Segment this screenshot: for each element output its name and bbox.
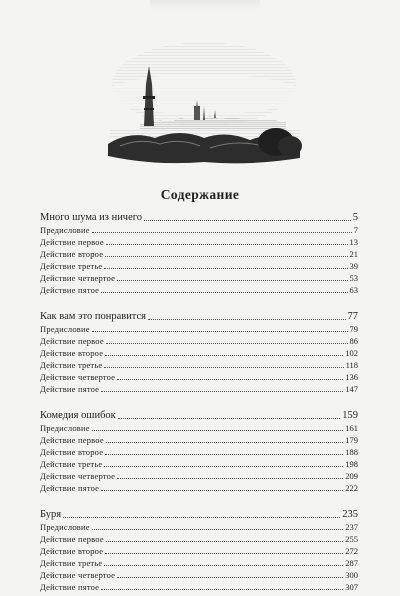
toc-entry[interactable] — [40, 533, 358, 545]
dot-leader — [105, 355, 343, 356]
toc-section-page: 77 — [347, 311, 358, 322]
toc-entry[interactable] — [40, 569, 358, 581]
toc-entry-label: Действие пятое — [40, 285, 100, 295]
toc-entry[interactable] — [40, 323, 358, 335]
toc-entry[interactable] — [40, 359, 358, 371]
dot-leader — [101, 589, 343, 590]
dot-leader — [104, 466, 343, 467]
toc-entry-page: 136 — [345, 372, 358, 382]
table-of-contents — [40, 212, 358, 593]
toc-entry-label: Предисловие — [40, 423, 90, 433]
toc-entry-label: Предисловие — [40, 522, 90, 532]
dot-leader — [106, 541, 343, 542]
toc-section-title: Буря — [40, 509, 62, 520]
toc-entry[interactable] — [40, 482, 358, 494]
toc-entry-label: Действие четвертое — [40, 273, 116, 283]
dot-leader — [118, 418, 340, 419]
toc-section — [40, 311, 358, 395]
toc-entry-label: Действие третье — [40, 261, 103, 271]
dot-leader — [92, 232, 352, 233]
toc-entry-page: 300 — [345, 570, 358, 580]
dot-leader — [104, 367, 343, 368]
toc-entry[interactable] — [40, 248, 358, 260]
toc-entry-page: 7 — [353, 225, 358, 235]
toc-entry-page: 21 — [349, 249, 358, 259]
toc-entry[interactable] — [40, 458, 358, 470]
toc-entry[interactable] — [40, 446, 358, 458]
toc-entry[interactable] — [40, 422, 358, 434]
toc-entry[interactable] — [40, 470, 358, 482]
dot-leader — [117, 280, 347, 281]
dot-leader — [101, 391, 343, 392]
toc-entry-page: 147 — [345, 384, 358, 394]
toc-section-heading[interactable] — [40, 311, 358, 323]
toc-entry-label: Предисловие — [40, 225, 90, 235]
toc-entry-label: Действие пятое — [40, 483, 100, 493]
dot-leader — [106, 343, 348, 344]
toc-entry-label: Действие второе — [40, 447, 104, 457]
toc-entry-label: Действие первое — [40, 237, 104, 247]
dot-leader — [106, 244, 348, 245]
toc-entry-page: 272 — [345, 546, 358, 556]
dot-leader — [92, 331, 348, 332]
toc-entry-page: 161 — [345, 423, 358, 433]
toc-entry[interactable] — [40, 434, 358, 446]
dot-leader — [101, 490, 343, 491]
toc-entry-page: 287 — [345, 558, 358, 568]
toc-entry[interactable] — [40, 557, 358, 569]
dot-leader — [92, 529, 344, 530]
toc-entry[interactable] — [40, 284, 358, 296]
toc-section — [40, 509, 358, 593]
toc-section-heading[interactable] — [40, 410, 358, 422]
toc-entry-page: 255 — [345, 534, 358, 544]
toc-entry-page: 198 — [345, 459, 358, 469]
toc-entry-label: Действие второе — [40, 249, 104, 259]
bleed-through-shadow — [150, 0, 260, 10]
toc-entry-page: 13 — [349, 237, 358, 247]
toc-entry-page: 53 — [349, 273, 358, 283]
toc-section-heading[interactable] — [40, 509, 358, 521]
toc-entry-label: Действие третье — [40, 360, 103, 370]
dot-leader — [117, 478, 343, 479]
dot-leader — [92, 430, 344, 431]
toc-entry-label: Действие первое — [40, 336, 104, 346]
toc-entry-page: 118 — [345, 360, 358, 370]
toc-entry-label: Действие третье — [40, 558, 103, 568]
toc-section-page: 5 — [352, 212, 358, 223]
toc-section — [40, 410, 358, 494]
toc-entry-label: Действие второе — [40, 546, 104, 556]
toc-entry[interactable] — [40, 383, 358, 395]
toc-entry-label: Действие второе — [40, 348, 104, 358]
toc-entry-label: Действие четвертое — [40, 570, 116, 580]
toc-entry[interactable] — [40, 371, 358, 383]
dot-leader — [117, 379, 343, 380]
toc-section-heading[interactable] — [40, 212, 358, 224]
toc-entry-label: Действие четвертое — [40, 372, 116, 382]
toc-entry[interactable] — [40, 581, 358, 593]
toc-section-title: Много шума из ничего — [40, 212, 143, 223]
toc-entry-page: 188 — [345, 447, 358, 457]
toc-section-title: Как вам это понравится — [40, 311, 147, 322]
toc-section — [40, 212, 358, 296]
toc-entry-page: 237 — [345, 522, 358, 532]
dot-leader — [106, 442, 343, 443]
toc-entry-page: 86 — [349, 336, 358, 346]
toc-section-title: Комедия ошибок — [40, 410, 116, 421]
toc-entry-page: 209 — [345, 471, 358, 481]
toc-entry-page: 39 — [349, 261, 358, 271]
toc-entry[interactable] — [40, 521, 358, 533]
toc-entry-label: Действие пятое — [40, 582, 100, 592]
toc-entry-label: Действие четвертое — [40, 471, 116, 481]
toc-entry-label: Действие первое — [40, 435, 104, 445]
toc-entry-label: Действие третье — [40, 459, 103, 469]
toc-entry-label: Действие пятое — [40, 384, 100, 394]
dot-leader — [101, 292, 347, 293]
toc-entry-page: 179 — [345, 435, 358, 445]
toc-section-page: 235 — [342, 509, 358, 520]
toc-entry-label: Предисловие — [40, 324, 90, 334]
dot-leader — [105, 454, 343, 455]
dot-leader — [148, 319, 345, 320]
dot-leader — [63, 517, 340, 518]
toc-entry[interactable] — [40, 236, 358, 248]
toc-entry[interactable] — [40, 272, 358, 284]
dot-leader — [105, 256, 347, 257]
toc-entry-page: 102 — [345, 348, 358, 358]
dot-leader — [117, 577, 343, 578]
dot-leader — [144, 220, 351, 221]
toc-entry[interactable] — [40, 347, 358, 359]
toc-entry-page: 222 — [345, 483, 358, 493]
toc-entry[interactable] — [40, 224, 358, 236]
toc-entry-page: 79 — [349, 324, 358, 334]
dot-leader — [104, 565, 343, 566]
toc-entry-label: Действие первое — [40, 534, 104, 544]
toc-title: Содержание — [160, 187, 240, 202]
toc-entry[interactable] — [40, 335, 358, 347]
toc-entry-page: 63 — [349, 285, 358, 295]
toc-section-page: 159 — [342, 410, 358, 421]
dot-leader — [105, 553, 343, 554]
city-vignette-illustration — [100, 34, 308, 170]
dot-leader — [104, 268, 347, 269]
toc-entry[interactable] — [40, 260, 358, 272]
toc-entry-page: 307 — [345, 582, 358, 592]
toc-entry[interactable] — [40, 545, 358, 557]
